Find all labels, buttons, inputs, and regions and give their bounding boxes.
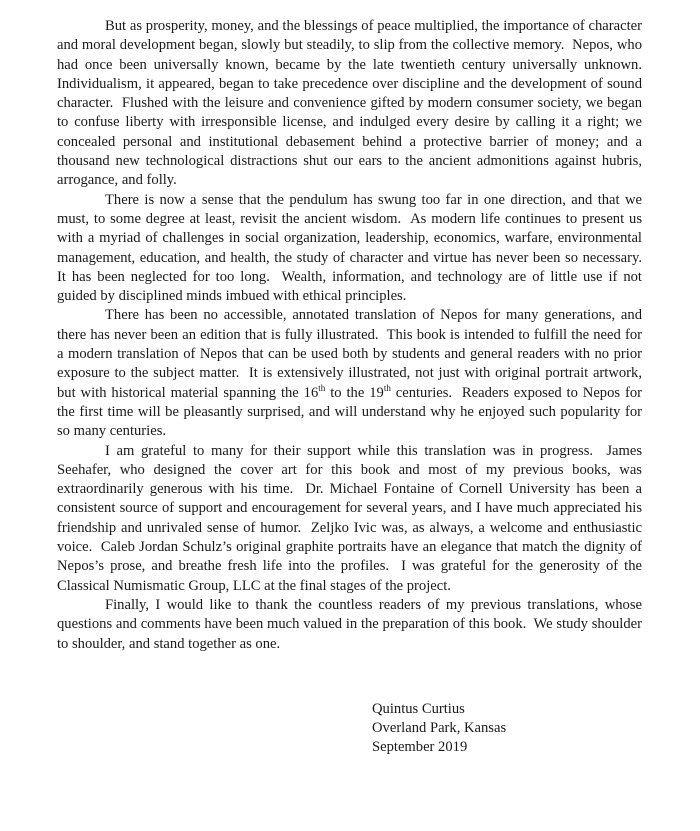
text-run: There is now a sense that the pendulum has swung too far in one direction, and that we must, to some degree at least, revisit the ancient wisdom. As modern life continues to present us with a myriad of challenges in social organization, leadership, economics, warfare, environmental management, education, and health, the study of character and virtue has never been so necessary. It has been neglected for too long. Wealth, information, and technology are of little use if not guided by disciplined minds imbued with ethical principles. xyxy=(57,191,650,305)
text-run: to the 19 xyxy=(325,384,384,401)
text-run: centuries. Readers exposed to Nepos for the first time will be pleasantly surprised, and will understand why he enjoyed such popularity for so many centuries. xyxy=(57,384,646,440)
paragraph xyxy=(57,596,646,654)
text-run: But as prosperity, money, and the blessings of peace multiplied, the importance of character and moral development began, slowly but steadily, to slip from the collective memory. Nepos, who had once been universally known, became by the late twentieth century universally unknown. Individualism, it appeared, began to take precedence over discipline and the development of sound character. Flushed with the leisure and convenience gifted by modern consumer society, we began to confuse liberty with irresponsible license, and indulged every desire by calling it a right; we concealed personal and institutional debasement behind a protective barrier of money; and a thousand new technological distractions shut our ears to the ancient admonitions against hubris, arrogance, and folly. xyxy=(57,18,650,189)
signature-name: Quintus Curtius xyxy=(372,700,465,717)
paragraph xyxy=(57,191,650,307)
text-run: There has been no accessible, annotated translation of Nepos for many generations, and there has never been an edition that is fully illustrated. This book is intended to fulfill the need for a modern translation of Nepos that can be used both by students and general readers with no prior exposure to the subject matter. It is extensively illustrated, not just with original portrait artwork, but with historical material spanning the 16 xyxy=(57,307,646,401)
paragraph xyxy=(57,306,646,441)
paragraph xyxy=(57,17,650,191)
body-paragraphs xyxy=(57,17,650,654)
text-run: I am grateful to many for their support while this translation was in progress. James Seehafer, who designed the cover art for this book and most of my previous books, was extraordinarily generous with his time. Dr. Michael Fontaine of Cornell University has been a consistent source of support and encouragement for several years, and I have much appreciated his friendship and unrivaled sense of humor. Zeljko Ivic was, as always, a welcome and enthusiastic voice. Caleb Jordan Schulz’s original graphite portraits have an elegance that match the dignity of Nepos’s prose, and breathe fresh life into the profiles. I was grateful for the generosity of the Classical Numismatic Group, LLC at the final stages of the project. xyxy=(57,442,646,594)
superscript-text: th xyxy=(383,382,391,393)
paragraph xyxy=(57,442,646,596)
text-run: Finally, I would like to thank the countless readers of my previous translations, whose questions and comments have been much valued in the preparation of this book. We study shoulder to shoulder, and stand together as one. xyxy=(57,596,646,652)
signature-location: Overland Park, Kansas xyxy=(372,720,507,737)
superscript-text: th xyxy=(318,382,326,393)
signature-block xyxy=(372,700,642,758)
signature-date: September 2019 xyxy=(372,739,468,756)
